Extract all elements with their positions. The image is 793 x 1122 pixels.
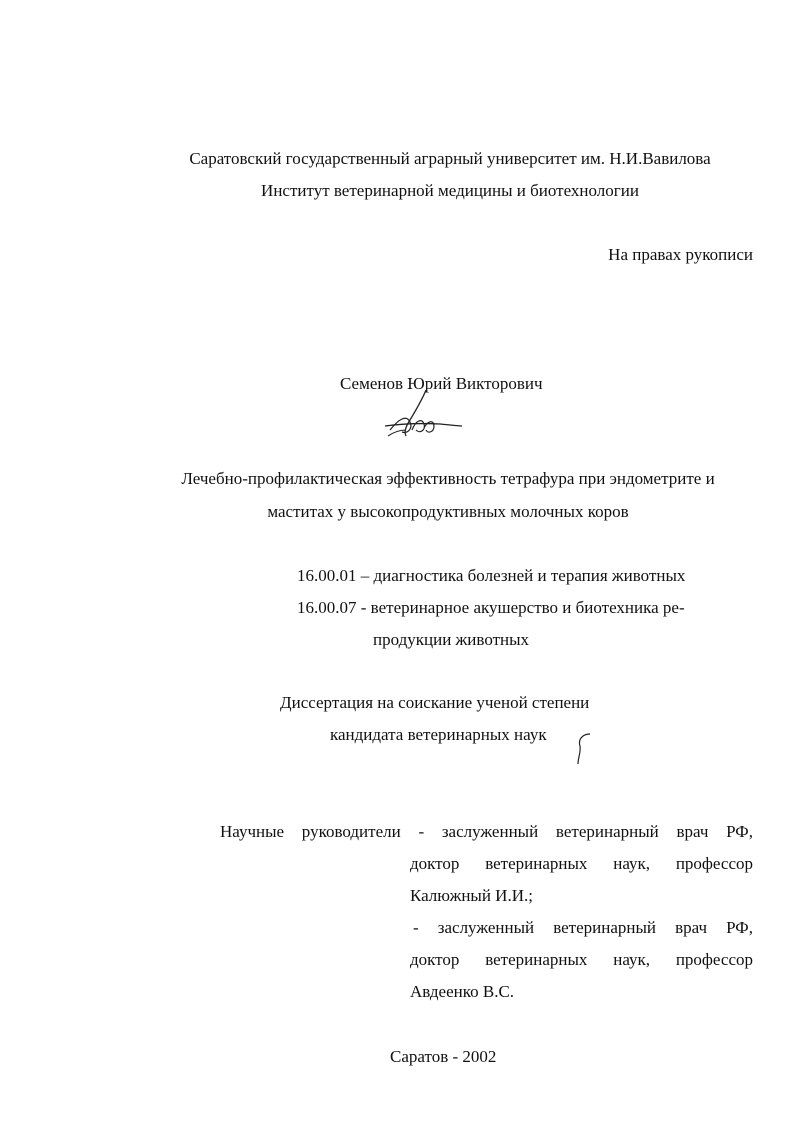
specialty-2-continued: продукции животных (373, 630, 530, 649)
specialty-1: 16.00.01 – диагностика болезней и терапия животных (297, 566, 686, 585)
degree-line-2: кандидата ветеринарных наук (330, 725, 547, 744)
supervisors-line-1: Научные руководители - заслуженный ветеринарный врач РФ, (220, 822, 753, 841)
city-year: Саратов - 2002 (390, 1047, 497, 1066)
supervisor-2-name: Авдеенко В.С. (410, 982, 515, 1001)
supervisors-line-4: - заслуженный ветеринарный врач РФ, (413, 918, 753, 937)
institute-name: Институт ветеринарной медицины и биотехнологии (261, 181, 639, 200)
university-name: Саратовский государственный аграрный университет им. Н.И.Вавилова (189, 149, 711, 168)
dissertation-title-line-2: маститах у высокопродуктивных молочных коров (267, 502, 629, 521)
handwritten-mark (572, 728, 596, 768)
specialty-2: 16.00.07 - ветеринарное акушерство и биотехника ре- (297, 598, 685, 617)
dissertation-title-line-1: Лечебно-профилактическая эффективность тетрафура при эндометрите и (181, 469, 715, 488)
author-name: Семенов Юрий Викторович (340, 374, 543, 393)
degree-line-1: Диссертация на соискание ученой степени (280, 693, 590, 712)
author-signature (380, 386, 470, 446)
supervisors-line-2: доктор ветеринарных наук, профессор (410, 854, 753, 873)
supervisors-line-5: доктор ветеринарных наук, профессор (410, 950, 753, 969)
rights-note: На правах рукописи (608, 245, 753, 264)
supervisor-1-name: Калюжный И.И.; (410, 886, 533, 905)
